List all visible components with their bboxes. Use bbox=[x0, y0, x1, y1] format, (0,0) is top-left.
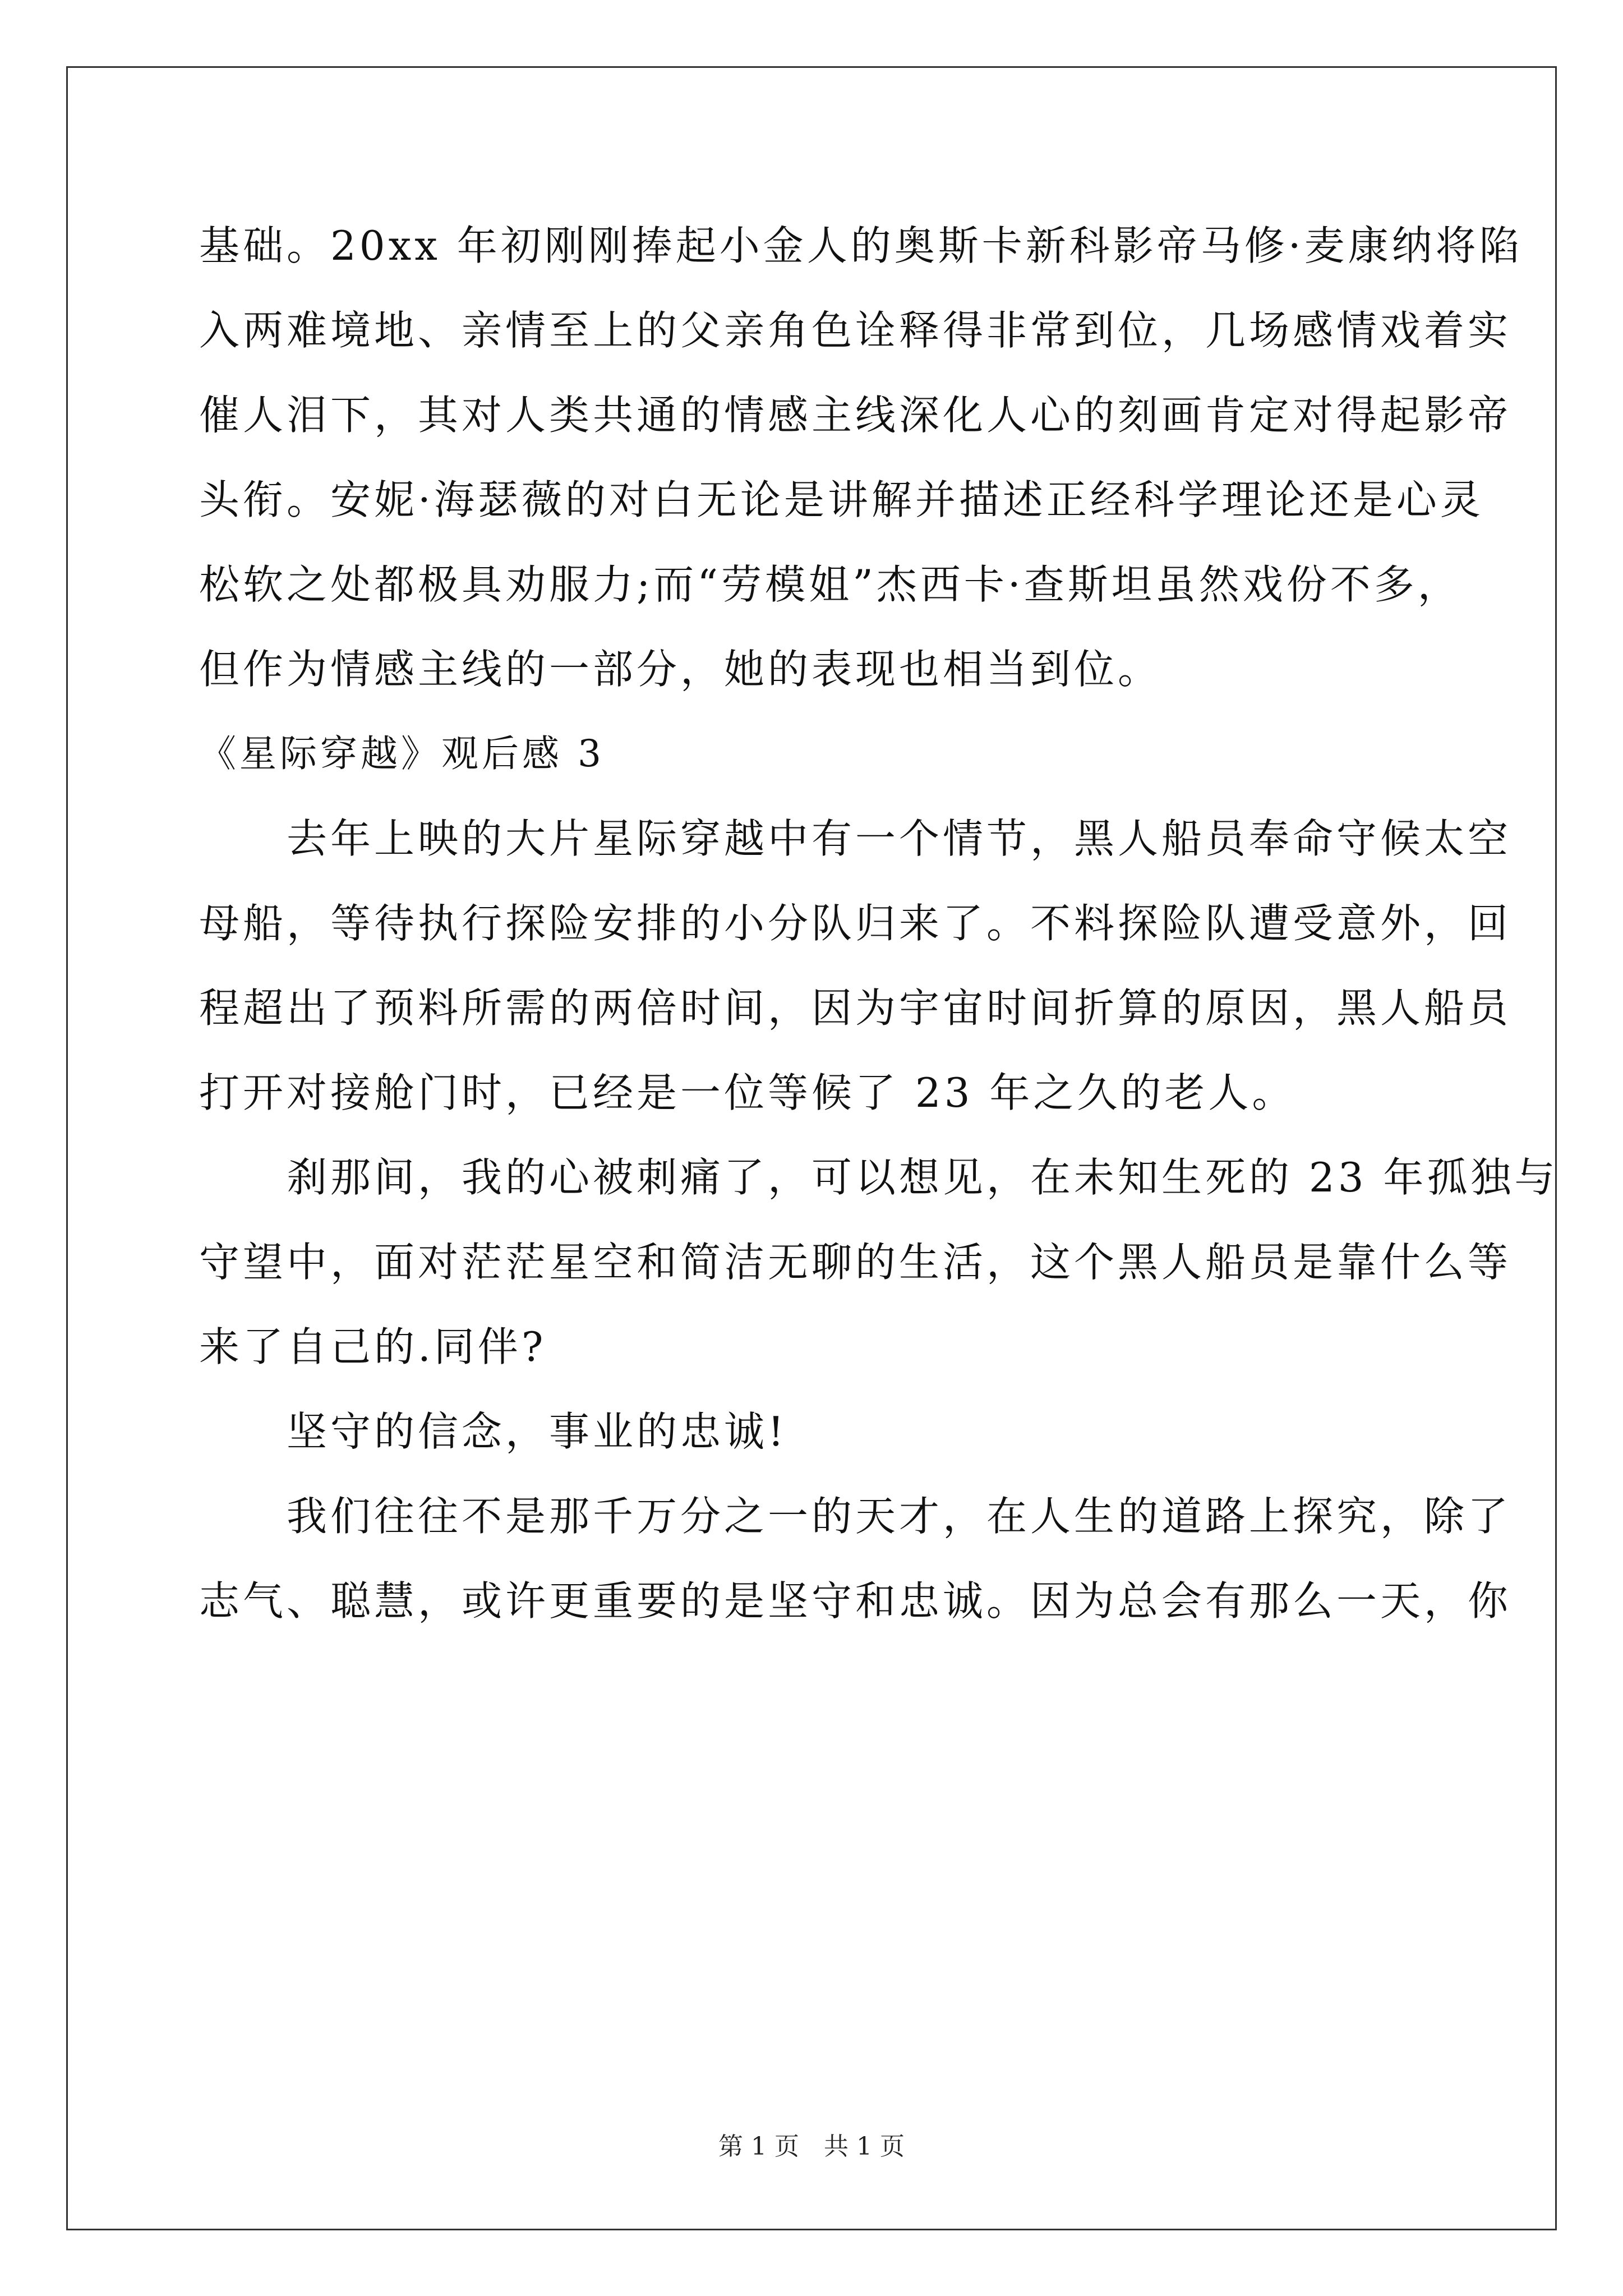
page-footer: 第 1 页 共 1 页 bbox=[718, 2132, 905, 2161]
paragraph-line: 去年上映的大片星际穿越中有一个情节，黑人船员奉命守候太空 bbox=[199, 815, 1512, 862]
paragraph-line: 程超出了预料所需的两倍时间，因为宇宙时间折算的原因，黑人船员 bbox=[199, 984, 1512, 1032]
paragraph-line: 催人泪下，其对人类共通的情感主线深化人心的刻画肯定对得起影帝 bbox=[199, 392, 1512, 439]
paragraph-line: 志气、聪慧，或许更重要的是坚守和忠诚。因为总会有那么一天，你 bbox=[199, 1577, 1512, 1625]
paragraph-line: 松软之处都极具劝服力;而“劳模姐”杰西卡·查斯坦虽然戏份不多， bbox=[199, 561, 1461, 608]
paragraph-line: 刹那间，我的心被刺痛了，可以想见，在未知生死的 23 年孤独与 bbox=[199, 1154, 1559, 1201]
paragraph-line: 守望中，面对茫茫星空和简洁无聊的生活，这个黑人船员是靠什么等 bbox=[199, 1239, 1512, 1286]
paragraph-line: 来了自己的.同伴? bbox=[199, 1323, 547, 1370]
paragraph-line: 入两难境地、亲情至上的父亲角色诠释得非常到位，几场感情戏着实 bbox=[199, 307, 1512, 354]
paragraph-line: 打开对接舱门时，已经是一位等候了 23 年之久的老人。 bbox=[199, 1069, 1296, 1116]
section-heading: 《星际穿越》观后感 3 bbox=[199, 732, 605, 775]
paragraph-line: 坚守的信念，事业的忠诚! bbox=[199, 1408, 787, 1455]
paragraph-line: 基础。20xx 年初刚刚捧起小金人的奥斯卡新科影帝马修·麦康纳将陷 bbox=[199, 222, 1523, 269]
paragraph-line: 但作为情感主线的一部分，她的表现也相当到位。 bbox=[199, 646, 1162, 693]
paragraph-line: 我们往往不是那千万分之一的天才，在人生的道路上探究，除了 bbox=[199, 1493, 1512, 1540]
paragraph-line: 母船，等待执行探险安排的小分队归来了。不料探险队遭受意外，回 bbox=[199, 900, 1512, 947]
paragraph-line: 头衔。安妮·海瑟薇的对白无论是讲解并描述正经科学理论还是心灵 bbox=[199, 476, 1484, 523]
